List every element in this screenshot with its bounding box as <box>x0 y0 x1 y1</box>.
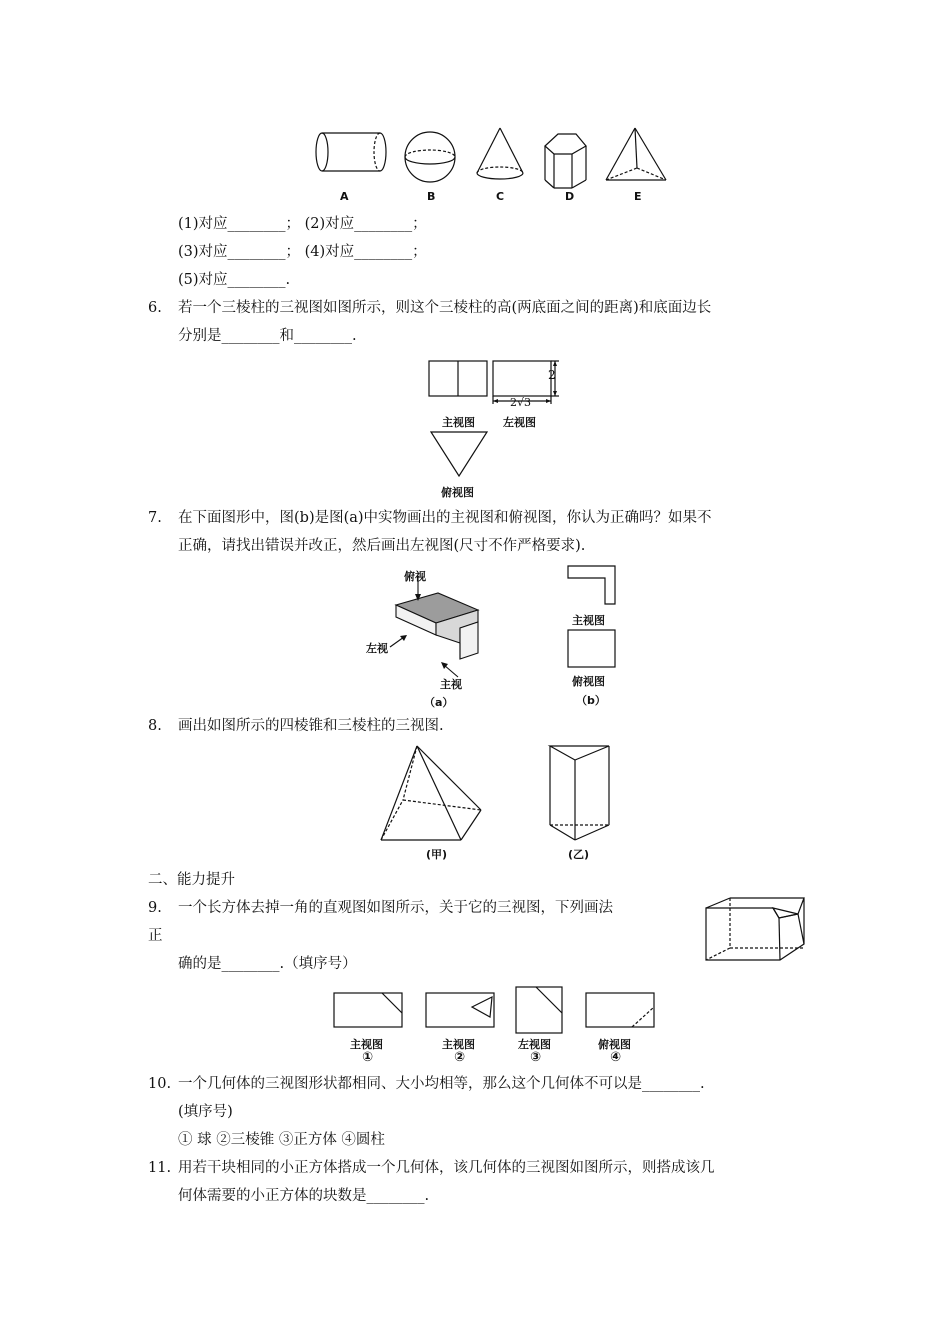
q5-line2: (3)对应________； (4)对应________； <box>178 244 427 260</box>
cylinder-shape <box>316 133 386 171</box>
label-a: A <box>340 190 349 203</box>
label-b: B <box>427 190 436 203</box>
q6-line1: 若一个三棱柱的三视图如图所示，则这个三棱柱的高(两底面之间的距离)和底面边长 <box>178 300 712 316</box>
q8-line1: 画出如图所示的四棱锥和三棱柱的三视图. <box>178 718 444 734</box>
q10-line3: ① 球 ②三棱锥 ③正方体 ④圆柱 <box>178 1132 385 1148</box>
q6-dim-width: 2√3 <box>510 396 532 409</box>
q6-dim-height: 2 <box>548 368 556 382</box>
q8-caption-yi: (乙) <box>568 848 590 861</box>
q11-line1: 用若干块相同的小正方体搭成一个几何体，该几何体的三视图如图所示，则搭成该几 <box>178 1160 715 1176</box>
q8-caption-jia: (甲) <box>426 848 448 861</box>
q7-caption-a: （a） <box>424 696 454 709</box>
q9-line3: 确的是________.（填序号） <box>178 956 357 972</box>
q7-figure-a <box>360 565 500 695</box>
q9-number: 9. <box>148 900 162 916</box>
q6-number: 6. <box>148 300 162 316</box>
label-c: C <box>496 190 505 203</box>
q7-arrow-front: 主视 <box>440 678 462 691</box>
q7-line2: 正确，请找出错误并改正，然后画出左视图(尺寸不作严格要求). <box>178 538 586 554</box>
q9-opt3-num: ③ <box>530 1050 542 1065</box>
q8-number: 8. <box>148 718 162 734</box>
pentagonal-prism-shape <box>545 134 586 188</box>
q9-opt4-num: ④ <box>610 1050 622 1065</box>
q11-number: 11. <box>148 1160 172 1176</box>
q7-view-top: 俯视图 <box>572 675 605 688</box>
q7-line1: 在下面图形中，图(b)是图(a)中实物画出的主视图和俯视图，你认为正确吗？如果不 <box>178 510 712 526</box>
q5-line1: (1)对应________； (2)对应________； <box>178 216 427 232</box>
q7-view-front: 主视图 <box>572 614 605 627</box>
q7-number: 7. <box>148 510 162 526</box>
q9-opt2-name: 主视图 <box>442 1038 475 1051</box>
label-e: E <box>634 190 642 203</box>
q10-line2: (填序号) <box>178 1104 233 1120</box>
q9-opt2-num: ② <box>454 1050 466 1065</box>
q8-figures <box>375 740 625 850</box>
q9-opt3-name: 左视图 <box>518 1038 551 1051</box>
q11-line2: 何体需要的小正方体的块数是________. <box>178 1188 430 1204</box>
q10-line1: 一个几何体的三视图形状都相同、大小均相等，那么这个几何体不可以是________. <box>178 1076 705 1092</box>
q9-opt1-name: 主视图 <box>350 1038 383 1051</box>
q10-number: 10. <box>148 1076 172 1092</box>
q5-line3: (5)对应________. <box>178 272 291 288</box>
cone-shape <box>477 128 523 179</box>
q7-arrow-top: 俯视 <box>404 570 426 583</box>
section-heading: 二、能力提升 <box>148 872 235 888</box>
q9-line1: 一个长方体去掉一角的直观图如图所示，关于它的三视图，下列画法 <box>178 900 613 916</box>
q6-left-label: 左视图 <box>503 416 536 429</box>
q7-caption-b: （b） <box>576 694 606 707</box>
q6-front-label: 主视图 <box>442 416 475 429</box>
q9-line2: 正 <box>148 928 163 944</box>
q9-opt4-name: 俯视图 <box>598 1038 631 1051</box>
q6-top-label: 俯视图 <box>441 486 474 499</box>
triangular-pyramid-shape <box>606 128 666 180</box>
label-d: D <box>565 190 575 203</box>
q9-box-figure <box>700 892 815 967</box>
q9-opt1-num: ① <box>362 1050 374 1065</box>
q6-line2: 分别是________和________. <box>178 328 357 344</box>
q7-arrow-left: 左视 <box>366 642 388 655</box>
sphere-shape <box>405 132 455 182</box>
